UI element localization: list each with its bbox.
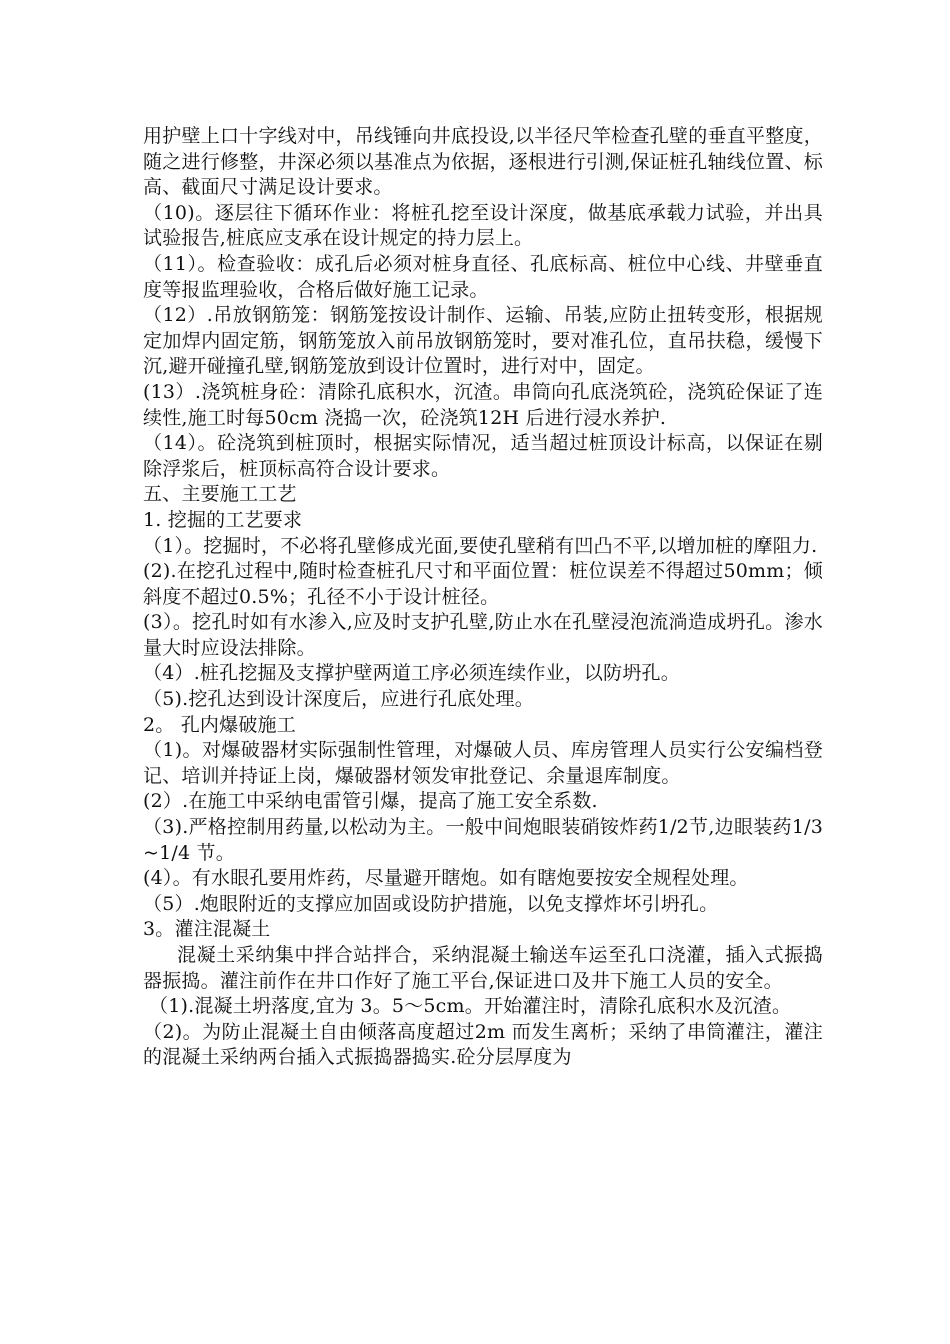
- document-page: [143, 124, 823, 1071]
- paragraph-item-10: （10)。逐层往下循环作业：将桩孔挖至设计深度，做基底承载力试验，并出具试验报告,桩底应支承在设计规定的持力层上。: [143, 201, 823, 250]
- paragraph-concrete-intro: 混凝土采纳集中拌合站拌合，采纳混凝土输送车运至孔口浇灌，插入式振捣器振捣。灌注前作在井口作好了施工平台,保证进口及井下施工人员的安全。: [143, 944, 823, 992]
- paragraph-item-13: (13）.浇筑桩身砼：清除孔底积水，沉渣。串筒向孔底浇筑砼，浇筑砼保证了连续性,施工时每50cm 浇捣一次，砼浇筑12H 后进行浸水养护.: [143, 380, 823, 429]
- paragraph-bore-wall-check: 用护壁上口十字线对中，吊线锤向井底投设,以半径尺竿检查孔壁的垂直平整度，随之进行修整，井深必须以基准点为依据，逐根进行引测,保证桩孔轴线位置、标高、截面尺寸满足设计要求。: [143, 125, 823, 199]
- paragraph-blasting-2: (2）.在施工中采纳电雷管引爆，提高了施工安全系数.: [143, 790, 598, 813]
- paragraph-blasting-4: (4）。有水眼孔要用炸药，尽量避开瞎炮。如有瞎炮要按安全规程处理。: [143, 867, 749, 890]
- paragraph-excavation-2: (2).在挖孔过程中,随时检查桩孔尺寸和平面位置：桩位误差不得超过50mm；倾斜度不超过0.5%；孔径不小于设计桩径。: [143, 560, 823, 608]
- subheading-concrete: 3。灌注混凝土: [143, 918, 271, 941]
- paragraph-excavation-1: （1）。挖掘时，不必将孔壁修成光面,要使孔壁稍有凹凸不平,以增加桩的摩阻力.: [143, 534, 818, 557]
- paragraph-blasting-1: （1)。对爆破器材实际强制性管理，对爆破人员、库房管理人员实行公安编档登记、培训并持证上岗，爆破器材领发审批登记、余量退库制度。: [143, 739, 823, 787]
- paragraph-blasting-3: （3).严格控制用药量,以松动为主。一般中间炮眼装硝铵炸药1/2节,边眼装药1/3~1/4 节。: [143, 816, 823, 864]
- paragraph-concrete-2: （2)。为防止混凝土自由倾落高度超过2m 而发生离析；采纳了串筒灌注，灌注的混凝土采纳两台插入式振捣器捣实.砼分层厚度为: [143, 1020, 823, 1069]
- subheading-excavation: 1. 挖掘的工艺要求: [143, 508, 303, 531]
- paragraph-blasting-5: （5）.炮眼附近的支撑应加固或设防护措施，以免支撑炸坏引坍孔。: [143, 892, 719, 915]
- paragraph-excavation-5: （5).挖孔达到设计深度后，应进行孔底处理。: [143, 688, 534, 711]
- paragraph-concrete-1: （1).混凝土坍落度,宜为 3。5～5cm。开始灌注时，清除孔底积水及沉渣。: [149, 995, 792, 1018]
- paragraph-excavation-3: (3）。挖孔时如有水渗入,应及时支护孔壁,防止水在孔壁浸泡流淌造成坍孔。渗水量大时应设法排除。: [143, 611, 823, 659]
- paragraph-item-11: （11）。检查验收：成孔后必须对桩身直径、孔底标高、桩位中心线、井壁垂直度等报监理验收，合格后做好施工记录。: [143, 252, 823, 301]
- subheading-blasting: 2。 孔内爆破施工: [143, 713, 296, 736]
- paragraph-excavation-4: （4）.桩孔挖掘及支撑护壁两道工序必须连续作业，以防坍孔。: [143, 662, 680, 685]
- paragraph-item-12: （12）.吊放钢筋笼：钢筋笼按设计制作、运输、吊装,应防止扭转变形，根据规定加焊内固定筋，钢筋笼放入前吊放钢筋笼时，要对准孔位，直吊扶稳，缓慢下沉,避开碰撞孔壁,钢筋笼放到设计位置时，进行对中，固定。: [143, 304, 823, 378]
- section-heading-5: 五、主要施工工艺: [143, 483, 297, 506]
- paragraph-item-14: （14）。砼浇筑到桩顶时，根据实际情况，适当超过桩顶设计标高，以保证在剔除浮浆后，桩顶标高符合设计要求。: [143, 432, 823, 480]
